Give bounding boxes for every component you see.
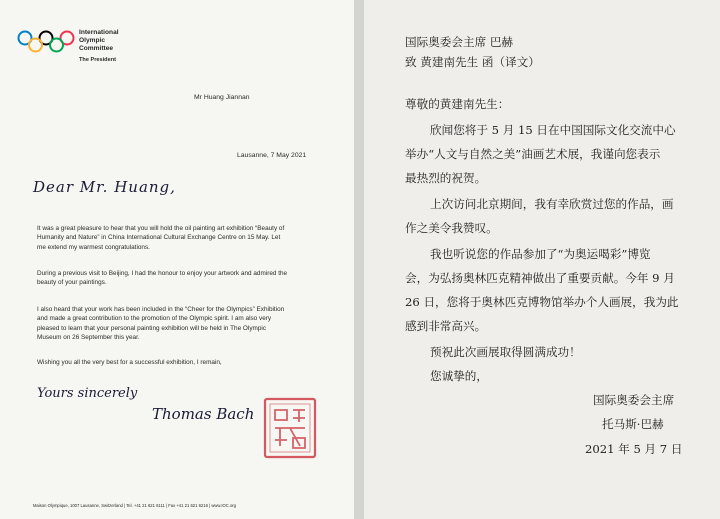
cn-header-line-1: 国际奥委会主席 巴赫: [405, 35, 514, 49]
handwritten-signature: Thomas Bach: [152, 405, 255, 423]
paragraph-2: During a previous visit to Beijing, I had the honour to enjoy your artwork and admired the beauty of your paintings.: [37, 270, 288, 287]
org-name: International Olympic Committee: [79, 29, 119, 52]
cn-body-line-6: 我也听说您的作品参加了“为奥运喝彩”博览: [430, 247, 651, 261]
cn-body-line-5: 作之美令我赞叹。: [405, 221, 498, 235]
english-letter-page: [0, 0, 354, 519]
org-role: The President: [79, 57, 116, 63]
cn-body-line-7: 会，为弘扬奥林匹克精神做出了重要贡献。今年 9 月: [405, 271, 675, 285]
cn-header-line-2: 致 黄建南先生 函（译文）: [405, 55, 540, 69]
paragraph-1: It was a great pleasure to hear that you will hold the oil painting art exhibition “Beauty of Humanity and Nature” in China International Cultural Exchange Centre on 15 May. Let me extend my warmest congratulations.: [37, 225, 285, 251]
cn-body-line-11: 您诚挚的，: [430, 369, 488, 383]
olympic-rings-logo: [17, 30, 75, 54]
cn-sign-title: 国际奥委会主席: [593, 393, 675, 407]
cn-body-line-8: 26 日，您将于奥林匹克博物馆举办个人画展，我为此: [405, 295, 679, 309]
letter-footer: Maison Olympique, 1007 Lausanne, Switzerland | Tel. +41 21 621 6111 | Fax +41 21 621 6216 | www.IOC.org: [33, 503, 236, 508]
red-seal-stamp: [262, 396, 318, 460]
page-gap: [354, 0, 364, 519]
paragraph-4: Wishing you all the very best for a successful exhibition, I remain,: [37, 359, 222, 366]
handwritten-closing: Yours sincerely: [37, 386, 138, 401]
cn-body-line-3: 最热烈的祝贺。: [405, 171, 487, 185]
paragraph-3: I also heard that your work has been included in the “Cheer for the Olympics” Exhibition and made a great contribution to the promotion of the Olympic spirit. I am also very pleased to learn that your personal painting exhibition will be held in The Olympic Museum on 26 September this year.: [37, 306, 285, 342]
place-date: Lausanne, 7 May 2021: [237, 152, 307, 159]
cn-body-line-4: 上次访问北京期间，我有幸欣赏过您的作品，画: [430, 197, 674, 211]
cn-body-line-2: 举办“人文与自然之美”油画艺术展，我谨向您表示: [405, 147, 661, 161]
cn-sign-name: 托马斯·巴赫: [602, 417, 664, 431]
cn-salutation: 尊敬的黄建南先生：: [405, 97, 510, 111]
cn-sign-date: 2021 年 5 月 7 日: [585, 442, 683, 456]
recipient: Mr Huang Jiannan: [194, 94, 250, 101]
cn-body-line-10: 预祝此次画展取得圆满成功！: [430, 345, 581, 359]
chinese-translation-page: [364, 0, 720, 519]
cn-body-line-9: 感到非常高兴。: [405, 319, 487, 333]
handwritten-salutation: Dear Mr. Huang,: [33, 178, 176, 196]
cn-body-line-1: 欣闻您将于 5 月 15 日在中国国际文化交流中心: [430, 123, 676, 137]
